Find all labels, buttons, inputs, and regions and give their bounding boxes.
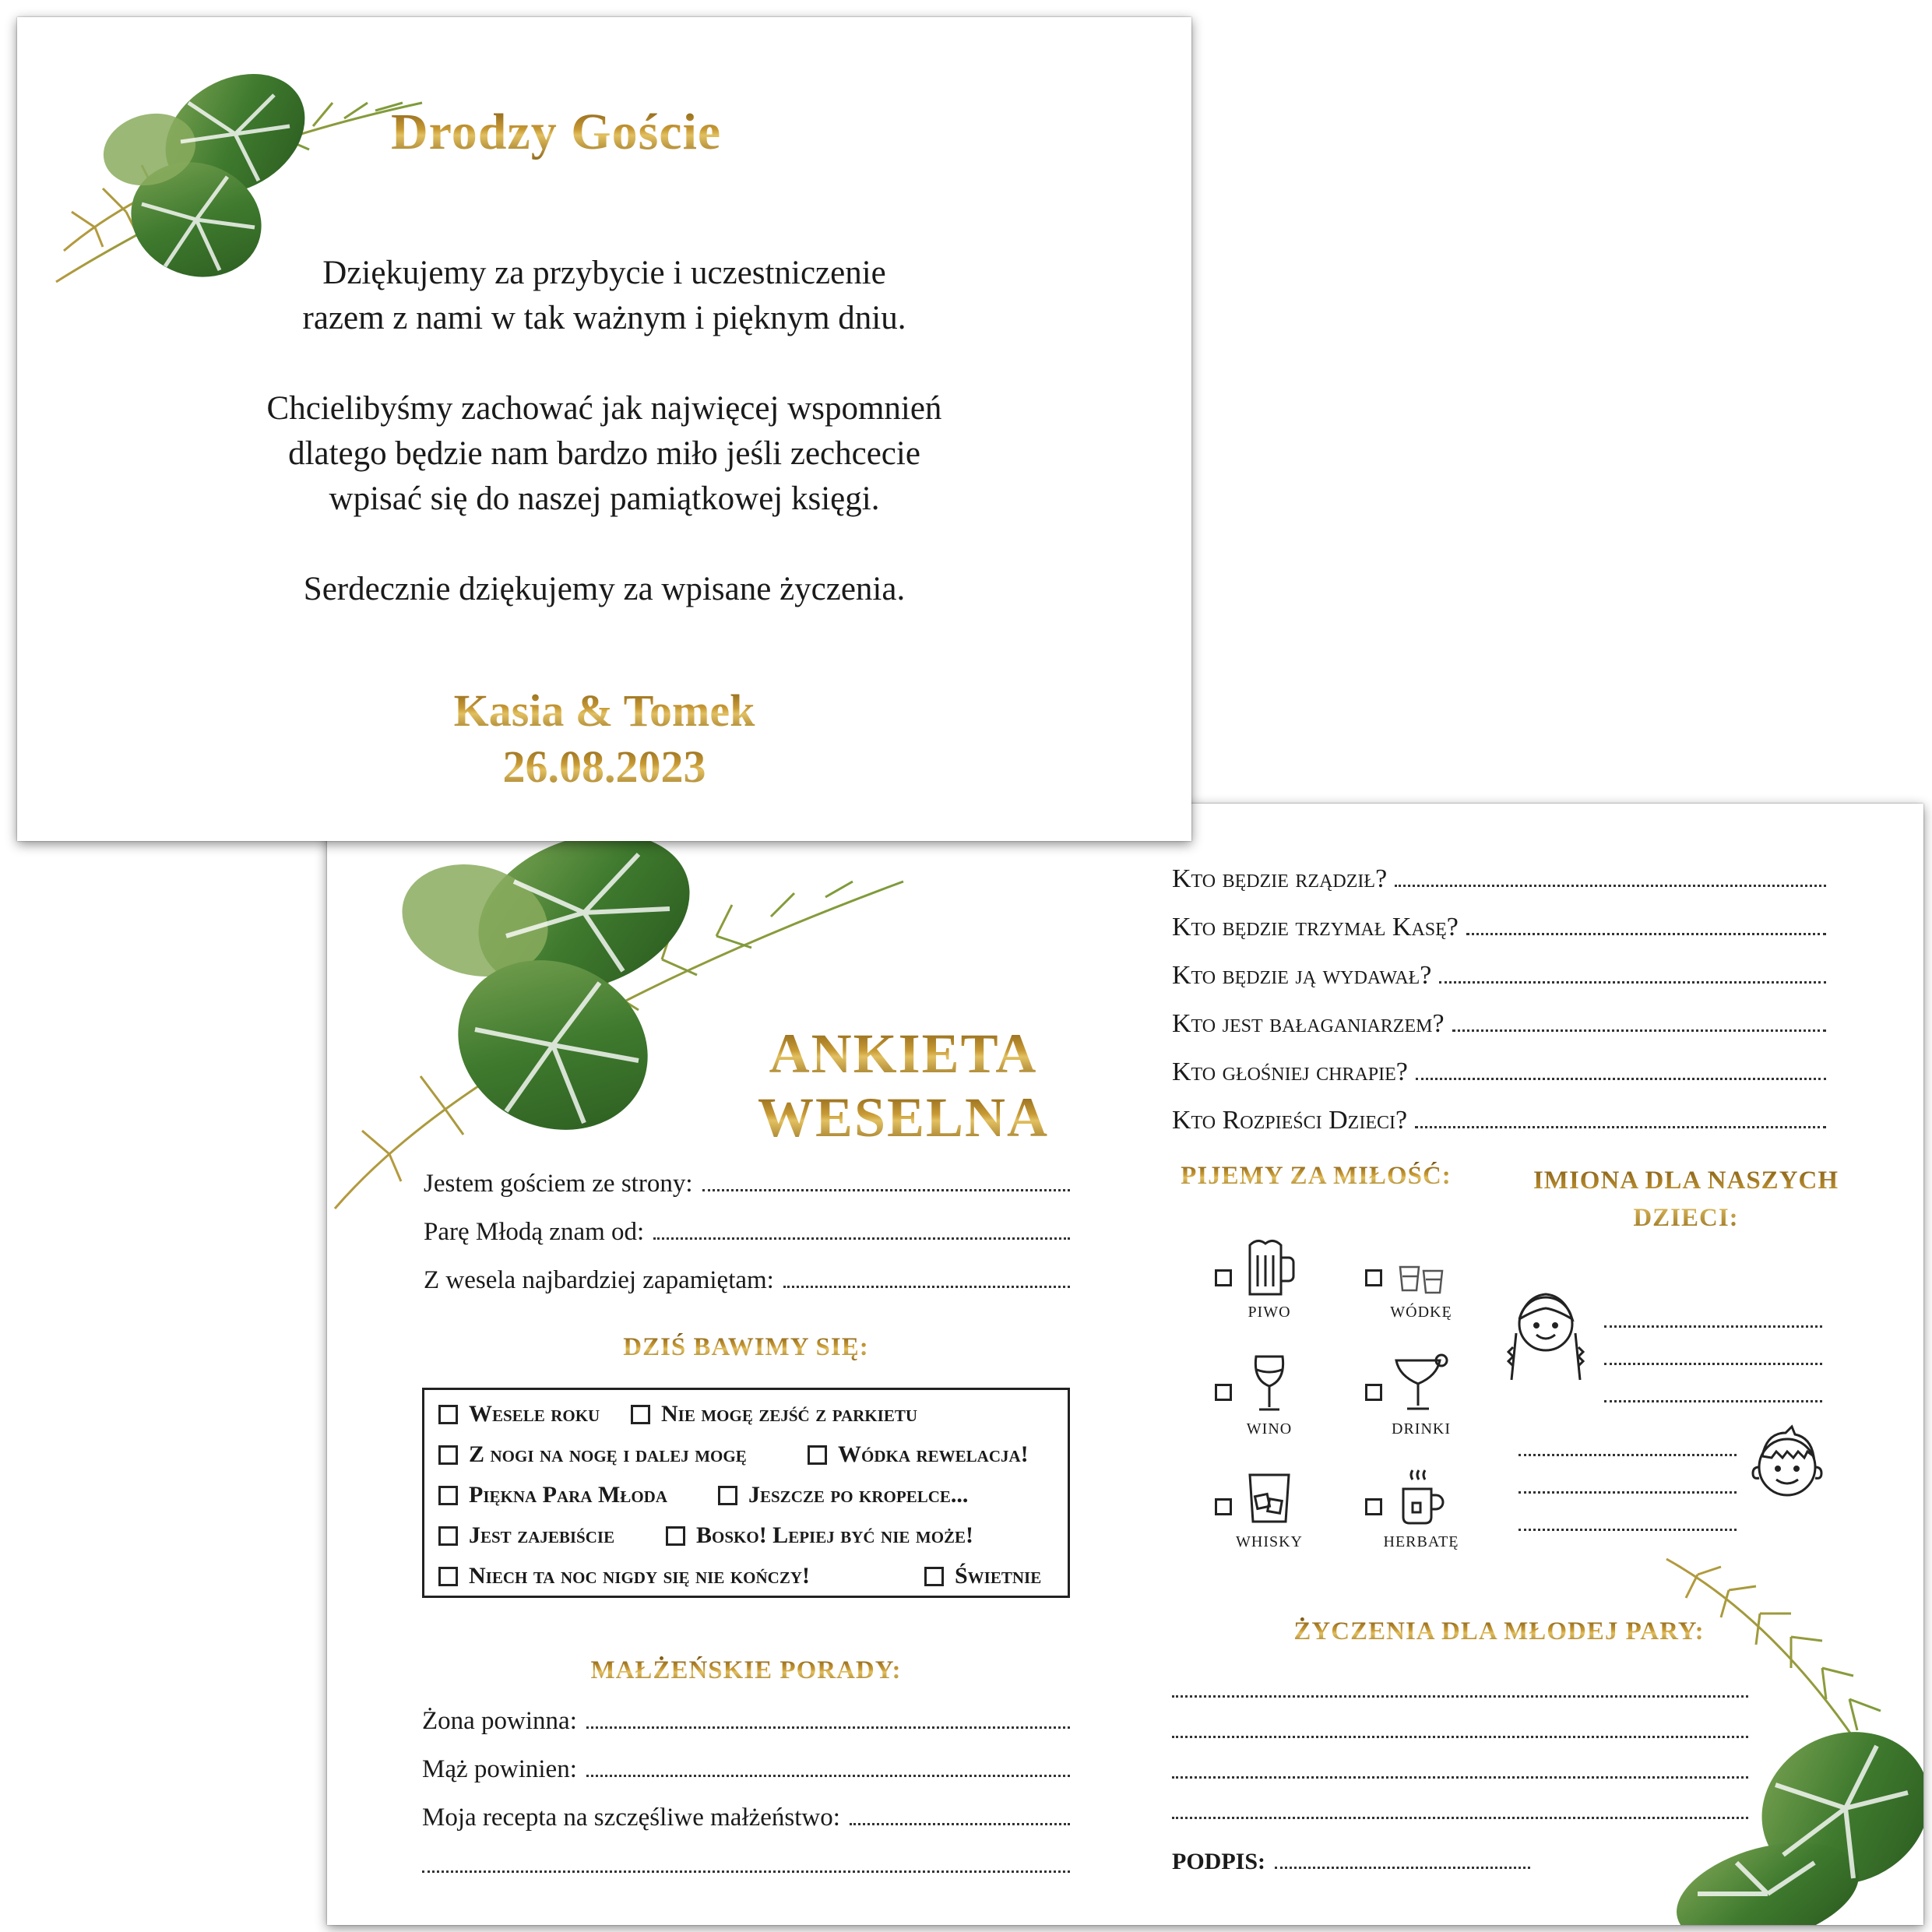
survey-title-line: WESELNA [740,1086,1067,1149]
welcome-card [17,17,1191,841]
answer-line[interactable] [1466,917,1826,935]
wishes-heading: ŻYCZENIA DLA MŁODEJ PARY: [1172,1617,1826,1646]
field-label: Parę Młodą znam od: [424,1218,645,1246]
drink-option[interactable] [1363,1353,1480,1438]
option-label: Niech ta noc nigdy się nie kończy! [469,1563,810,1589]
answer-line[interactable] [1452,1013,1826,1032]
drink-label: WÓDKĘ [1390,1304,1452,1321]
monstera-leaves-decoration [1651,1543,1923,1925]
children-names-heading: IMIONA DLA NASZYCH DZIECI: [1511,1162,1861,1237]
wedding-date: 26.08.2023 [17,739,1191,795]
signature-field[interactable] [1172,1849,1530,1875]
survey-card [327,804,1923,1925]
option-label: Nie mogę zejść z parkietu [661,1401,917,1427]
boy-face-icon [1740,1411,1834,1512]
answer-line[interactable] [586,1710,1070,1729]
answer-line[interactable] [1172,1817,1748,1819]
wine-glass-icon [1242,1353,1297,1415]
answer-line[interactable] [1604,1363,1822,1365]
drink-option[interactable] [1363,1466,1480,1551]
option-label: Wesele roku [469,1401,600,1427]
fun-option[interactable] [631,1401,917,1427]
shot-glasses-icon [1394,1236,1448,1298]
checkbox[interactable] [924,1567,944,1586]
message-line: wpisać się do naszej pamiątkowej księgi. [329,480,880,517]
front-message [17,251,1191,657]
field-label: Żona powinna: [422,1707,577,1735]
monstera-leaf [95,104,203,195]
answer-line[interactable] [1172,1736,1748,1738]
remember-field[interactable] [424,1266,1070,1295]
monstera-leaf [144,50,327,218]
fun-option[interactable] [438,1401,600,1427]
answer-line[interactable] [1604,1325,1822,1328]
answer-line[interactable] [1439,965,1826,984]
question-label: Kto głośniej chrapie? [1172,1057,1408,1086]
answer-line[interactable] [783,1269,1070,1288]
fun-option[interactable] [438,1482,667,1508]
option-label: Piękna Para Młoda [469,1482,667,1508]
drinks-heading: PIJEMY ZA MIŁOŚĆ: [1181,1162,1452,1190]
answer-line[interactable] [422,1870,1070,1873]
monstera-leaf [389,849,561,992]
option-label: Z nogi na nogę i dalej mogę [469,1441,747,1467]
message-line: dlatego będzie nam bardzo miło jeśli zechcecie [288,435,920,472]
monstera-leaf [1737,1705,1923,1911]
marriage-recipe-field[interactable] [422,1804,1070,1832]
answer-line[interactable] [1519,1454,1737,1456]
answer-line[interactable] [586,1758,1070,1777]
message-paragraph [17,386,1191,522]
fun-option[interactable] [808,1441,1029,1468]
fun-option[interactable] [718,1482,968,1508]
answer-line[interactable] [653,1221,1070,1240]
answer-line[interactable] [1172,1695,1748,1698]
answer-line[interactable] [1416,1061,1826,1080]
fun-option[interactable] [438,1563,810,1589]
drink-option[interactable] [1211,1353,1328,1438]
drink-label: WINO [1246,1420,1293,1438]
fun-option[interactable] [438,1522,614,1549]
answer-line[interactable] [850,1807,1070,1825]
message-paragraph [17,567,1191,612]
question-row[interactable] [1172,864,1826,894]
field-label: Moja recepta na szczęśliwe małżeństwo: [422,1804,840,1832]
cocktail-glass-icon [1390,1353,1452,1415]
answer-line[interactable] [1275,1850,1530,1869]
survey-title [740,1022,1067,1149]
answer-line[interactable] [1519,1529,1737,1531]
husband-advice-field[interactable] [422,1755,1070,1784]
answer-line[interactable] [1604,1400,1822,1402]
question-row[interactable] [1172,1057,1826,1087]
field-label: Jestem gościem ze strony: [424,1170,693,1198]
field-label: Mąż powinien: [422,1755,577,1783]
answer-line[interactable] [1415,1110,1826,1128]
advice-heading: MAŁŻEŃSKIE PORADY: [422,1656,1070,1685]
drink-option[interactable] [1211,1466,1328,1551]
fun-option[interactable] [924,1563,1041,1589]
question-row[interactable] [1172,1106,1826,1135]
checkbox[interactable] [438,1486,458,1505]
couple-signature [17,683,1191,795]
monstera-leaf [430,930,675,1160]
message-line: razem z nami w tak ważnym i pięknym dniu. [302,300,906,336]
signature-label: PODPIS: [1172,1849,1265,1874]
answer-line[interactable] [1519,1491,1737,1494]
question-row[interactable] [1172,1009,1826,1039]
fun-option[interactable] [666,1522,973,1549]
beer-mug-icon [1242,1236,1297,1298]
checkbox[interactable] [438,1526,458,1546]
question-label: Kto jest bałaganiarzem? [1172,1009,1445,1038]
front-title: Drodzy Goście [391,104,722,160]
checkbox[interactable] [808,1445,827,1465]
wife-advice-field[interactable] [422,1707,1070,1736]
drink-option[interactable] [1363,1236,1480,1321]
drink-label: PIWO [1248,1304,1291,1321]
question-label: Kto będzie ją wydawał? [1172,961,1432,990]
known-since-field[interactable] [424,1218,1070,1247]
checkbox[interactable] [631,1405,650,1424]
message-line: Dziękujemy za przybycie i uczestniczenie [322,255,886,291]
fun-heading: DZIŚ BAWIMY SIĘ: [422,1333,1070,1362]
checkbox[interactable] [438,1405,458,1424]
answer-line[interactable] [1172,1776,1748,1779]
message-line: Serdecznie dziękujemy za wpisane życzenia. [303,571,906,607]
checkbox[interactable] [666,1526,685,1546]
fun-checklist-box [422,1388,1070,1598]
couple-names: Kasia & Tomek [17,683,1191,739]
option-label: Jeszcze po kropelce... [748,1482,969,1508]
guest-side-field[interactable] [424,1170,1070,1198]
whisky-glass-icon [1242,1466,1297,1528]
option-label: Bosko! Lepiej być nie może! [696,1522,974,1548]
girl-face-icon [1499,1279,1592,1395]
checkbox[interactable] [438,1567,458,1586]
checkbox[interactable] [438,1445,458,1465]
answer-line[interactable] [1395,868,1826,887]
checkbox[interactable] [718,1486,737,1505]
drink-label: DRINKI [1392,1420,1451,1438]
question-label: Kto będzie rządził? [1172,864,1388,893]
monstera-leaf [1666,1825,1870,1925]
option-label: Jest zajebiście [469,1522,615,1548]
drink-label: HERBATĘ [1383,1533,1459,1550]
message-line: Chcielibyśmy zachować jak najwięcej wspomnień [266,390,942,427]
drink-option[interactable] [1211,1236,1328,1321]
option-label: Świetnie [955,1563,1042,1589]
field-label: Z wesela najbardziej zapamiętam: [424,1266,774,1294]
message-paragraph [17,251,1191,341]
answer-line[interactable] [702,1173,1070,1191]
tea-cup-icon [1394,1466,1448,1528]
survey-title-line: ANKIETA [740,1022,1067,1086]
question-label: Kto Rozpieści Dzieci? [1172,1106,1408,1135]
option-label: Wódka rewelacja! [838,1441,1029,1467]
fun-option[interactable] [438,1441,747,1468]
question-row[interactable] [1172,961,1826,991]
drink-label: WHISKY [1236,1533,1303,1550]
question-label: Kto będzie trzymał Kasę? [1172,913,1459,941]
question-row[interactable] [1172,913,1826,942]
